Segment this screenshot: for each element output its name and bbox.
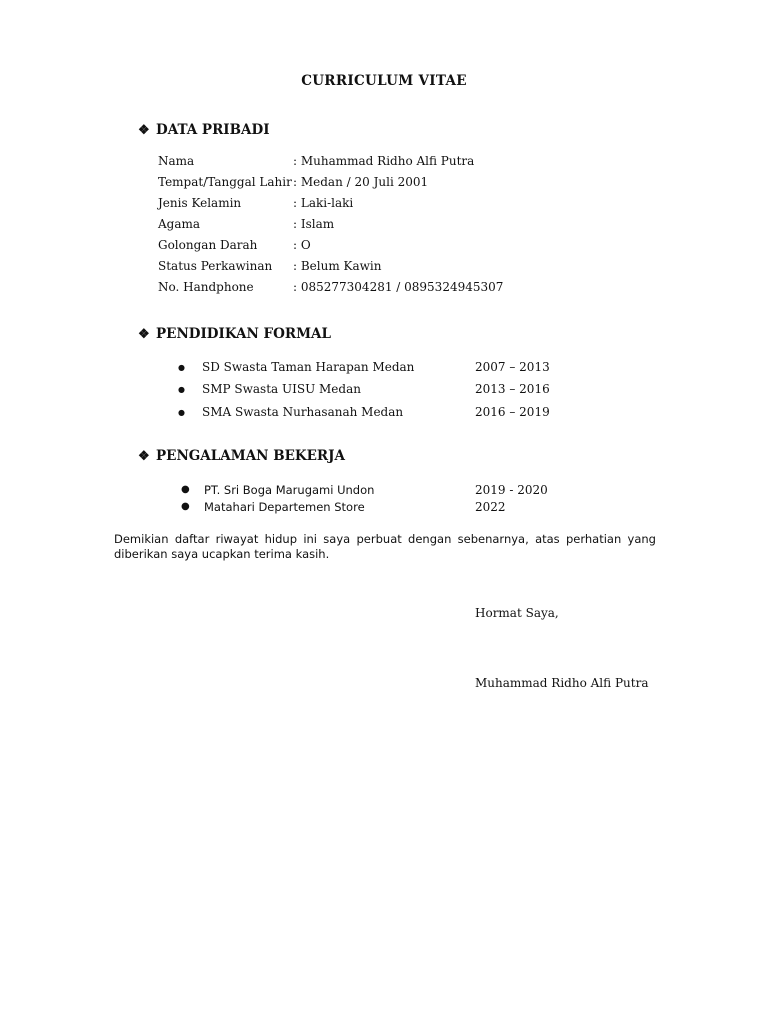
workplace-name: Matahari Departemen Store: [204, 500, 365, 514]
section-heading: PENDIDIKAN FORMAL: [156, 326, 331, 342]
field-value: : O: [293, 238, 311, 252]
dot-bullet-icon: ●: [181, 484, 190, 495]
school-years: 2007 – 2013: [475, 360, 550, 374]
dot-bullet-icon: ●: [178, 408, 185, 417]
signature-greeting: Hormat Saya,: [475, 606, 559, 620]
school-name: SD Swasta Taman Harapan Medan: [202, 360, 415, 374]
workplace-name: PT. Sri Boga Marugami Undon: [204, 483, 375, 497]
school-years: 2013 – 2016: [475, 382, 550, 396]
document-title: CURRICULUM VITAE: [301, 73, 467, 89]
section-heading: DATA PRIBADI: [156, 122, 270, 138]
field-label: Status Perkawinan: [158, 259, 273, 273]
dot-bullet-icon: ●: [178, 385, 185, 394]
closing-paragraph: Demikian daftar riwayat hidup ini saya perbuat dengan sebenarnya, atas perhatian yang diberikan saya ucapkan terima kasih.: [114, 532, 656, 561]
section-heading: PENGALAMAN BEKERJA: [156, 448, 346, 464]
field-value: : Muhammad Ridho Alfi Putra: [293, 154, 475, 168]
dot-bullet-icon: ●: [181, 501, 190, 512]
field-value: : Belum Kawin: [293, 259, 382, 273]
diamond-bullet-icon: ❖: [138, 123, 150, 138]
section-pengalaman-bekerja: [138, 448, 345, 464]
field-label: Nama: [158, 154, 195, 168]
signature-name: Muhammad Ridho Alfi Putra: [475, 676, 649, 690]
field-label: Jenis Kelamin: [158, 196, 242, 210]
diamond-bullet-icon: ❖: [138, 449, 150, 464]
school-name: SMP Swasta UISU Medan: [202, 382, 361, 396]
section-pendidikan-formal: [138, 326, 331, 342]
work-years: 2019 - 2020: [475, 483, 548, 497]
field-value: : Laki-laki: [293, 196, 354, 210]
field-label: Agama: [158, 217, 201, 231]
field-value: : Medan / 20 Juli 2001: [293, 175, 429, 189]
diamond-bullet-icon: ❖: [138, 327, 150, 342]
field-value: : Islam: [293, 217, 335, 231]
work-years: 2022: [475, 500, 506, 514]
field-label: Golongan Darah: [158, 238, 258, 252]
school-years: 2016 – 2019: [475, 405, 550, 419]
field-value: : 085277304281 / 0895324945307: [293, 280, 504, 294]
section-data-pribadi: [138, 122, 270, 138]
school-name: SMA Swasta Nurhasanah Medan: [202, 405, 404, 419]
field-label: No. Handphone: [158, 280, 254, 294]
dot-bullet-icon: ●: [178, 363, 185, 372]
field-label: Tempat/Tanggal Lahir: [158, 175, 292, 189]
